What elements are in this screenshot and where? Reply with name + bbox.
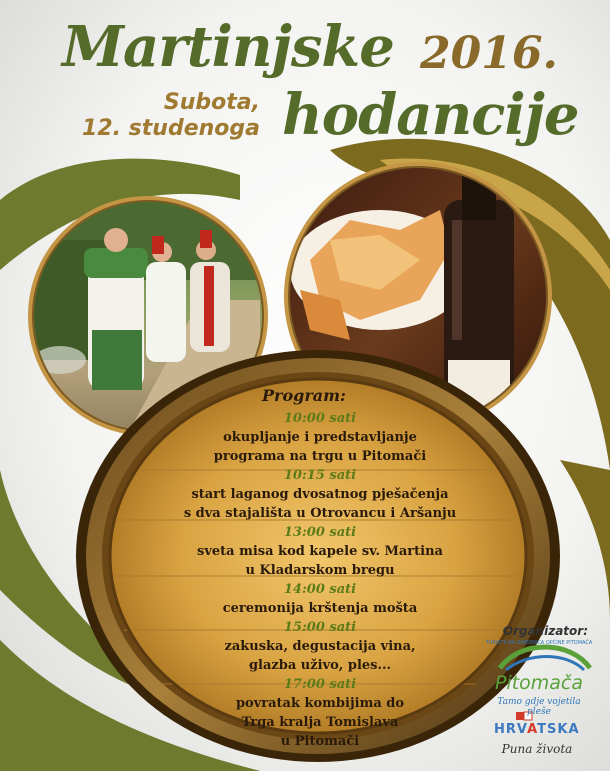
program-activity: u Kladarskom bregu	[245, 563, 395, 578]
program-item	[170, 466, 470, 523]
program-item	[170, 523, 470, 580]
hrvatska-word-part: A	[527, 722, 538, 737]
program-activity: sveta misa kod kapele sv. Martina	[197, 544, 443, 559]
pitomaca-logo-tagline: Tamo gdje vojetila pleše	[497, 697, 581, 717]
program-activity: ceremonija krštenja mošta	[222, 601, 418, 616]
event-year: 2016.	[420, 28, 558, 79]
program-time: 13:00 sati	[283, 525, 357, 540]
program-time: 10:00 sati	[283, 411, 357, 426]
program-activity: Trga kralja Tomislava	[241, 715, 399, 730]
event-title-line1: Martinjske	[62, 14, 394, 80]
program-activity: zakuska, degustacija vina,	[224, 639, 416, 654]
hrvatska-word-part: HRV	[494, 722, 528, 737]
program-time: 17:00 sati	[283, 677, 357, 692]
program-time: 14:00 sati	[283, 582, 357, 597]
program-activity: u Pitomači	[280, 734, 360, 749]
organizer-name: TURISTIČKA ZAJEDNICA OPĆINE PITOMAČA	[485, 640, 593, 646]
program-heading: Program:	[262, 386, 346, 405]
program-list	[170, 386, 470, 751]
program-activity: glazba uživo, ples...	[248, 658, 392, 673]
hrvatska-logo-tagline: Puna života	[501, 742, 573, 756]
hrvatska-logo-word	[494, 722, 578, 737]
pitomaca-logo-name: Pitomača	[494, 672, 584, 694]
program-activity: povratak kombijima do	[235, 696, 405, 711]
event-date-text: 12. studenoga	[82, 116, 260, 141]
program-time: 15:00 sati	[283, 620, 357, 635]
program-activity: okupljanje i predstavljanje	[223, 430, 417, 445]
program-item	[170, 675, 470, 751]
event-date	[60, 90, 260, 142]
program-item	[170, 409, 470, 466]
program-activity: s dva stajališta u Otrovancu i Aršanju	[183, 506, 457, 521]
program-item	[170, 580, 470, 618]
program-activity: start laganog dvosatnog pješačenja	[191, 487, 449, 502]
program-item	[170, 618, 470, 675]
event-title-line2: hodancije	[282, 82, 579, 148]
program-time: 10:15 sati	[283, 468, 357, 483]
organizer-label: Organizator:	[502, 624, 588, 638]
event-day: Subota,	[163, 90, 260, 115]
hrvatska-word-part: TSKA	[537, 722, 580, 737]
program-activity: programa na trgu u Pitomači	[213, 449, 427, 464]
